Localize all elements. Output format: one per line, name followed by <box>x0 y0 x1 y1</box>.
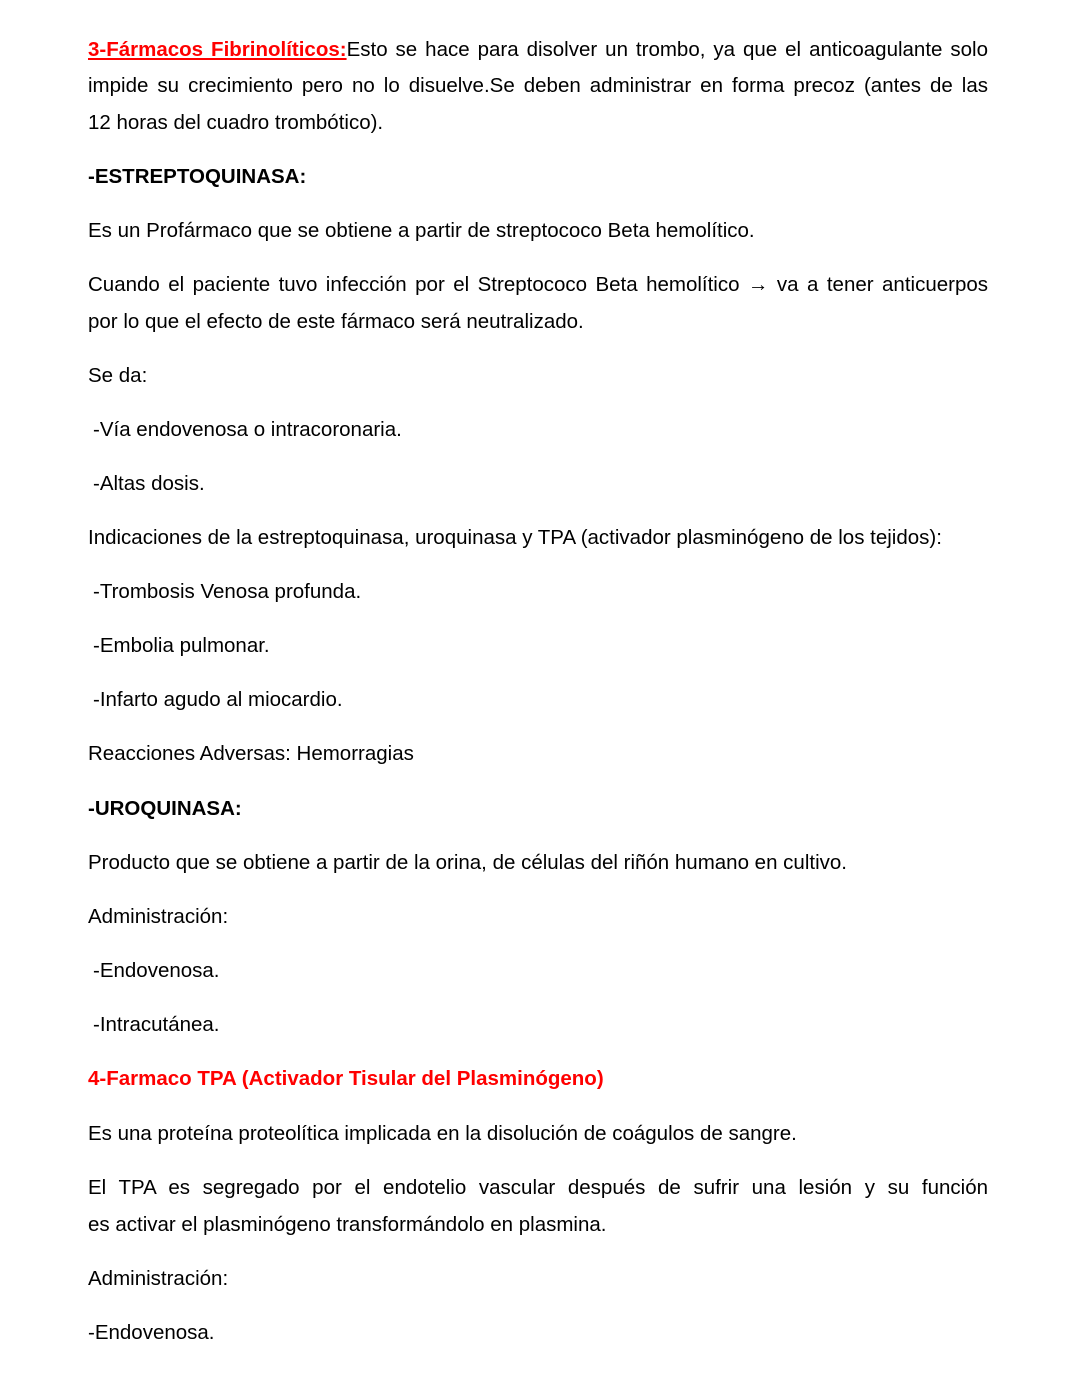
list-item-intracutanea: -Intracutánea. <box>93 1013 220 1036</box>
section4-p1: Es una proteína proteolítica implicada en la disolución de coágulos de sangre. <box>88 1122 797 1145</box>
section3-intro-line1 <box>88 32 988 68</box>
estreptoquinasa-p1: Es un Profármaco que se obtiene a partir de streptococo Beta hemolítico. <box>88 219 755 242</box>
estreptoquinasa-heading: -ESTREPTOQUINASA: <box>88 165 307 188</box>
reacciones-adversas: Reacciones Adversas: Hemorragias <box>88 742 414 765</box>
section4-p2-line2: es activar el plasminógeno transformándolo en plasmina. <box>88 1213 607 1236</box>
section4-p2-line1: El TPA es segregado por el endotelio vascular después de sufrir una lesión y su función <box>88 1176 988 1199</box>
indicaciones-label: Indicaciones de la estreptoquinasa, uroquinasa y TPA (activador plasminógeno de los tejidos): <box>88 526 942 549</box>
section4-heading: 4-Farmaco TPA (Activador Tisular del Plasminógeno) <box>88 1067 604 1090</box>
list-item-indicacion-1: -Trombosis Venosa profunda. <box>93 580 362 603</box>
section3-intro-line3: 12 horas del cuadro trombótico). <box>88 111 384 134</box>
list-item-dosis: -Altas dosis. <box>93 472 205 495</box>
uroquinasa-heading: -UROQUINASA: <box>88 797 242 820</box>
list-item-via: -Vía endovenosa o intracoronaria. <box>93 418 402 441</box>
section4-admin-label: Administración: <box>88 1267 229 1290</box>
list-item-endovenosa: -Endovenosa. <box>93 959 220 982</box>
estreptoquinasa-p2-line1: Cuando el paciente tuvo infección por el Streptococo Beta hemolítico → va a tener anticuerpos <box>88 273 988 296</box>
section3-intro-line2: impide su crecimiento pero no lo disuelve.Se deben administrar en forma precoz (antes de las <box>88 74 988 97</box>
list-item-indicacion-3: -Infarto agudo al miocardio. <box>93 688 343 711</box>
estreptoquinasa-p2-line2: por lo que el efecto de este fármaco será neutralizado. <box>88 310 584 333</box>
document-page <box>88 0 988 1397</box>
section3-heading: 3-Fármacos Fibrinolíticos: <box>88 38 347 61</box>
uroquinasa-p1: Producto que se obtiene a partir de la orina, de células del riñón humano en cultivo. <box>88 851 847 874</box>
list-item-indicacion-2: -Embolia pulmonar. <box>93 634 270 657</box>
se-da-label: Se da: <box>88 364 148 387</box>
uroquinasa-admin-label: Administración: <box>88 905 229 928</box>
list-item-tpa-endovenosa: -Endovenosa. <box>88 1321 215 1344</box>
section3-intro-text: Esto se hace para disolver un trombo, ya que el anticoagulante solo <box>346 38 988 61</box>
